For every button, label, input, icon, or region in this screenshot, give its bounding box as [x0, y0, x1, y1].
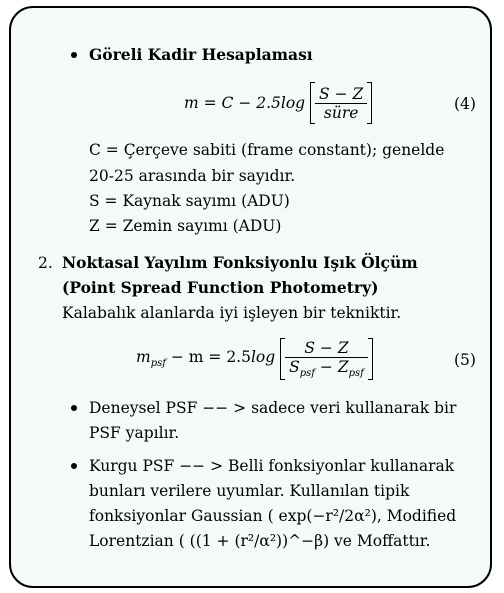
equation-5-den-s: S: [289, 357, 300, 376]
section1-heading: Göreli Kadir Hesaplaması: [89, 45, 313, 64]
equation-4-lhs: m = C − 2.5: [184, 94, 281, 112]
equation-4: [184, 82, 372, 124]
section2-heading-line2: (Point Spread Function Photometry): [62, 278, 379, 297]
equation-4-number: (4): [454, 95, 476, 113]
equation-5-lhs: [136, 348, 276, 370]
text-line: 20-25 arasında bir sayıdır.: [89, 167, 296, 185]
bullet2-line: bunları verilere uyumlar. Kullanılan tipik: [89, 482, 410, 500]
equation-5-psf-subscript: psf: [150, 358, 166, 370]
equation-5-den-z-sub: psf: [348, 368, 364, 380]
section2-number: 2.: [38, 254, 53, 272]
equation-5-den-s-sub: psf: [299, 368, 315, 380]
bullet-point: [71, 405, 77, 411]
equation-5-m: m: [136, 348, 151, 367]
bullet1-line: PSF yapılır.: [89, 424, 180, 442]
equation-5-log: log: [250, 348, 276, 367]
section2-heading-line1: Noktasal Yayılım Fonksiyonlu Işık Ölçüm: [62, 253, 418, 272]
equation-4-fraction: [315, 85, 367, 122]
equation-4-log: log: [280, 94, 306, 112]
text-line: C = Çerçeve sabiti (frame constant); genelde: [89, 141, 445, 159]
equation-4-numerator: S − Z: [319, 84, 364, 103]
bullet1-line: Deneysel PSF −− > sadece veri kullanarak bir: [89, 399, 457, 417]
equation-4-denominator: süre: [315, 103, 367, 122]
bullet-point: [71, 463, 77, 469]
equation-5: [136, 338, 373, 380]
equation-5-number: (5): [454, 351, 476, 369]
bullet-point: [71, 52, 77, 58]
equation-5-denominator: [285, 357, 368, 379]
equation-5-den-z: − Z: [314, 357, 349, 376]
bullet2-line: Lorentzian ( ((1 + (r²/α²))^−β) ve Moffattır.: [89, 532, 431, 550]
equation-5-numerator: S − Z: [304, 338, 349, 357]
section2-intro: Kalabalık alanlarda iyi işleyen bir tekniktir.: [62, 304, 402, 322]
text-line: Z = Zemin sayımı (ADU): [89, 217, 282, 235]
bullet2-line: fonksiyonlar Gaussian ( exp(−r²/2α²), Modified: [89, 507, 457, 525]
equation-5-fraction: [285, 339, 368, 379]
right-bracket: [368, 338, 373, 380]
bullet2-line: Kurgu PSF −− > Belli fonksiyonlar kullanarak: [89, 457, 455, 475]
text-line: S = Kaynak sayımı (ADU): [89, 192, 290, 210]
equation-5-mid: − m = 2.5: [165, 348, 251, 367]
right-bracket: [367, 82, 372, 124]
